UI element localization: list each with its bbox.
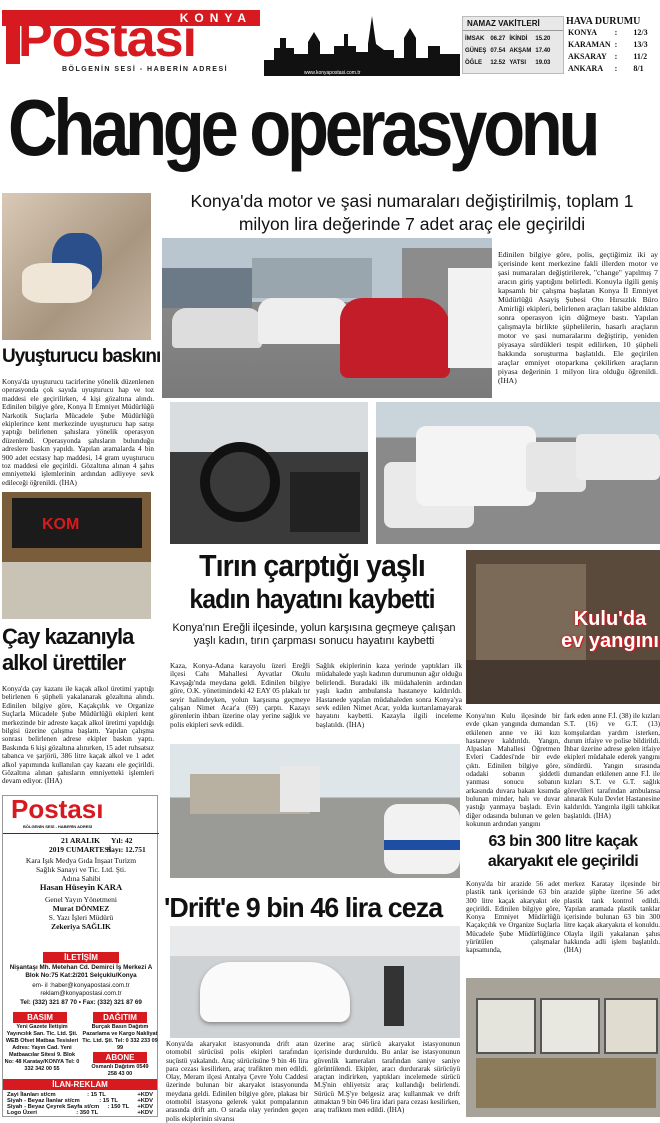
tea-photo — [2, 492, 151, 619]
fuel-body-1: Konya'da bir arazide 56 adet plastik tank içerisinde 63 bin 300 litre kaçak akaryakıt ele geçirildi. Edinilen bilgiye göre, Konya Emniyet Müdürlüğü Kaçakçılık ve Organize Suçlarla Mücadele Şube Müdürlüğünce yürütülen çalışmalar kapsamında, — [466, 880, 560, 955]
truck-headline[interactable] — [176, 548, 448, 614]
fire-body-1: Konya'nın Kulu ilçesinde bir evde çıkan yangında dumandan etkilenen anne ve iki kızı hastaneye kaldırıldı. Yangın, Alpaslan Mahallesi Öğretmen Evleri Caddesi'nde bir evde çıktı. Edinilen bilgiye göre, odadaki sobanın şiddetli yanması sonucu sobanın arkasında duvara bakan kısımda bulunan minder, halı ve duvar yastığı yanmaya başladı. Evin diğer odasında bulunan ve gelen kokunun ardından yangını — [466, 712, 560, 828]
prayer-box — [462, 16, 564, 74]
truck-photo — [170, 744, 460, 878]
ad-row: Siyah - Beyaz İlanlar st/cm : 15 TL +KDV — [7, 1098, 153, 1104]
imprint-gm-title: Genel Yayın Yönetmeni — [44, 895, 117, 904]
imprint-email[interactable]: em- il :haber@konyapostasi.com.tr — [32, 982, 130, 989]
masthead-site[interactable]: www.konyapostasi.com.tr — [304, 70, 361, 76]
main-photo-lot — [162, 238, 492, 398]
drugs-headline[interactable]: Uyuşturucu baskını — [2, 346, 161, 367]
imprint-ads-list — [7, 1092, 153, 1116]
imprint-dist-title: DAĞITIM — [93, 1012, 147, 1023]
main-photo-vans — [376, 402, 660, 544]
imprint-ads-title: İLAN-REKLAM — [3, 1079, 157, 1090]
main-deck[interactable]: Konya'da motor ve şasi numaraları değiştirilmiş, toplam 1 milyon lira değerinde 7 adet araç ele geçirildi — [190, 191, 634, 234]
weather-table: KONYA : 12/3 KARAMAN : 13/3 AKSARAY : 11/2 ANKARA : 8/1 — [568, 28, 648, 73]
drugs-body: Konya'da uyuşturucu tacirlerine yönelik düzenlenen operasyonda çok sayıda uyuşturucu hap ve toz maddesi ele geçirilirken, 4 kişi gözaltına alındı. Edinilen bilgiye göre, Konya İl Emniyet Müdürlüğü Narkotik Suçlarla Mücadele Şube Müdürlüğü ekiplerince kent merkezinde uyuşturucu hap satışı yaptığı belirlenen şahıslara yönelik operasyon düzenlendi. Operasyonda şahısların bulunduğu adreslere baskın yapıldı. Yapılan aramalarda 4 bin 900 adet ecstasy hap maddesi, 14 gram uyuşturucu toz maddesi ele geçirildi. Gözaltına alınan 4 şahıs emniyetteki işlemlerinin ardından adliyeye sevk edileceği öğrenildi. (İHA) — [2, 378, 154, 487]
weather-box — [566, 16, 658, 76]
prayer-table: İMSAK 06.27 İKİNDİ 15.20 GÜNEŞ 07.54 AKŞAM 17.40 ÖĞLE 12.52 YATSI 19.03 — [465, 36, 551, 66]
imprint-sub-title: ABONE — [93, 1052, 147, 1063]
imprint-issue: Sayı: 12.751 — [107, 845, 146, 854]
tea-photo-label: KOM — [42, 516, 80, 533]
imprint-editor: Zekeriya SAĞLIK — [51, 922, 111, 931]
masthead-skyline — [264, 8, 460, 76]
imprint-gm: Murat DÖNMEZ — [52, 904, 110, 913]
imprint-publisher-2: Sağlık Sanayi ve Tic. Ltd. Şti. — [35, 865, 126, 874]
imprint-owner: Hasan Hüseyin KARA — [39, 882, 123, 892]
imprint-weekday: 2019 CUMARTESİ — [49, 845, 112, 854]
truck-deck: Konya'nın Ereğli ilçesinde, yolun karşısına geçmeye çalışan yaşlı kadın, tırın çarpması sonucu hayatını kaybetti — [172, 622, 456, 647]
main-body: Edinilen bilgiye göre, polis, geçtiğimiz iki ay içerisinde kent merkezine fakli illerden motor ve şasi numaraları değiştirilerek, "change" yapılmış 7 aracın giriş yaptığını belirledi. Konuyla ilgili geniş kapsamlı bir çalışma başlatan Konya İl Emniyet Müdürlüğü Asayiş Şubesi Oto Hırsızlık Büro Amirliği ekipleri, belirlenen araçları takibe aldıktan sonra operasyon için düğmeye bastı. Yapılan çalışmayla birlikte şüphelilerin, hasarlı araçların motor ve şasi numaralarını değiştirip, yeniden piyasaya sürdükleri tespit edilirken, 10 şüpheli hakkında soruşturma başlatıldı. Ele geçirilen araçlar emniyet otoparkına çekilirken araçların piyasa değerinin 1 milyon lira olduğu öğrenildi. (İHA) — [498, 250, 658, 385]
drift-body-1: Konya'da akaryakıt istasyonunda drift atan otomobil sürücüsü polis ekipleri tarafından suçüstü yakalandı. Araç sürücüsüne 9 bin 46 lira para cezası kesilirken, araç trafikten men edildi. Olay, Meram ilçesi Antalya Çevre Yolu Caddesi üzerinde bulunan bir akaryakıt istasyonunda meydana geldi. Edinilen bilgiye göre, plakası bir otomobil istasyona gelerek yakıt pompalarının arasında drift attı. O sırada olay yerinden geçen polis ekiplerinin sivarısı — [166, 1040, 308, 1123]
main-photo-interior — [170, 402, 368, 544]
masthead-logo[interactable] — [2, 10, 260, 72]
fuel-photo — [466, 978, 660, 1117]
imprint-print-text: Yeni Gazete İletişim Yayıncılık San. Tic. Ltd. Şti. WEB Ofset Matbaa Tesisleri Adres: Yayın Cad. Yeni Matbaacılar Sitesi 9. Blok No: 48 Karatay/KONYA Tel: 0 332 342 00 55 — [4, 1024, 80, 1072]
imprint-dist-text: Burçak Basın Dağıtım Pazarlama ve Kargo Nakliyat Tic. Ltd. Şti. Tel: 0 332 233 09 99 — [82, 1024, 158, 1051]
masthead-city: KONYA — [179, 11, 252, 25]
imprint-publisher-1: Kara Işık Medya Gıda İnşaat Turizm — [25, 856, 137, 865]
imprint-ed-title: S. Yazı İşleri Müdürü — [48, 913, 114, 922]
drugs-photo — [2, 193, 151, 340]
drift-body-2: üzerine araç sürücü akaryakıt istasyonunun içerisinde durduruldu. Bu anlar ise istasyonunun güvenlik kameraları tarafından saniye saniye görüntülendi. Ekipler, aracı durdurarak sürücüyü araçtan indirirken, yaptıkları incelemede sürücü M.Ş'nin ehliyetsiz araç kullandığı belirlendi. Sürücü M.Ş'ye belgesiz araç kullanmak ve drift atmaktan 9 bin 046 lira idari para cezası kesilirken, araç trafikten men edildi. (İHA) — [314, 1040, 460, 1115]
fire-body-2: fark eden anne F.İ. (38) ile kızları S.T. (16) ve G.T. (13) komşulardan yardım isterken, durum itfaiye ve polise bildirildi. İhbar üzerine adrese gelen itfaiye ekipleri müdahale ederek yangını söndürdü. Yangın sırasında dumandan etkilenen anne F.İ. ile kızları S.T. ve G.T. sağlık görevlileri tarafından ambulansa alınarak Kulu Devlet Hastanesine kaldırıldı. Yangınla ilgili tahkikat başlatıldı. (İHA) — [564, 712, 660, 820]
tea-headline[interactable]: Çay kazanıyla alkol ürettiler — [2, 624, 134, 675]
ad-row: Zayi İlanları st/cm : 15 TL +KDV — [7, 1092, 153, 1098]
tea-body: Konya'da çay kazanı ile kaçak alkol üretimi yaptığı belirlenen 6 şüpheli yakalanarak gözaltına alındı. Edinilen bilgiye göre, Kaçakçılık ve Organize Suçlarla Mücadele Şube Müdürlüğü ekipleri kent merkezinde bir adreste kaçak alkol üretimi yapıldığı bilgisi üzerine çalışma başlattı. Yapılan çalışma sonrası belirlenen adrese ekipler baskın yaptı. Baskında 6 kişi gözaltına alınırken, 15 adet ruhsatsız tabanca ve şarjörü, 386 litre kaçak alkol ve 1 adet alkol yapımında kullanılan çay kazanı ele geçirildi. Gözaltına alınan şahısların emniyetteki işlemleri devam ediyor. (İHA) — [2, 685, 154, 786]
imprint-year: Yıl: 42 — [111, 836, 133, 845]
imprint-sub-text: Osmanlı Dağıtım 0549 258 43 00 — [91, 1064, 149, 1077]
imprint-phone: Tel: (332) 321 87 70 • Fax: (332) 321 87 69 — [20, 999, 142, 1006]
main-headline[interactable]: Change operasyonu — [8, 83, 597, 172]
imprint-print-title: BASIM — [13, 1012, 67, 1023]
drift-photo — [170, 926, 460, 1038]
weather-title: HAVA DURUMU — [566, 16, 641, 27]
imprint-date: 21 ARALIK — [61, 836, 100, 845]
truck-body-2: Sağlık ekiplerinin kaza yerinde yaptıkları ilk müdahalede yaşlı kadının durumunun ağır olduğu belirlendi. Buradaki ilk müdahalenin ardından yaşlı kadın ambulansla hastaneye kaldırıldı. Hastanede yapılan müdahaleden sonra Konya'ya sevk edilen Nimet Acar, yolda kurtarılamayarak hayatını kaybetti. Kazayla ilgili inceleme başlatıldı. (İHA) — [316, 661, 462, 729]
masthead-slogan: BÖLGENİN SESİ - HABERİN ADRESİ — [62, 66, 229, 73]
imprint-slogan: BÖLGENİN SESİ - HABERİN ADRESİ — [23, 824, 93, 829]
imprint-contact-title: İLETİŞİM — [43, 952, 119, 963]
drift-headline[interactable]: 'Drift'e 9 bin 46 lira ceza — [164, 892, 443, 923]
fire-headline[interactable]: Kulu'da ev yangını — [561, 608, 659, 652]
fuel-body-2: merkez Karatay ilçesinde bir arazide şüphe üzerine 56 adet plastik tank kontrol edildi. Yapılan aramada plastik tanklar içerisinde bulunan 63 bin 300 litre kaçak akaryakıta el konuldu. Olayla ilgili yakalanan şahıs hakkında adli işlem başlatıldı. (İHA) — [564, 880, 660, 955]
truck-body-1: Kaza, Konya-Adana karayolu üzeri Ereğli ilçesi Cahı Mahallesi Ayvatlar Okulu Kavşağı'nda meydana geldi. Edinilen bilgiye göre, O.K. yönetimindeki 42 EAY 05 plakalı tır seyir halindeyken, yolun karşısına geçmeye çalışan Nimet Acar'a (69) çarptı. Kazayı görenlerin ihbarı üzerine olay yerine sağlık ve polis ekipleri sevk edildi. — [170, 661, 310, 729]
prayer-title: NAMAZ VAKİTLERİ — [463, 17, 563, 31]
imprint-logo: Postası — [11, 794, 104, 824]
masthead-name: Postası — [18, 10, 196, 68]
imprint-email2[interactable]: reklam@konyapostasi.com.tr — [40, 990, 122, 997]
ad-row: Siyah - Beyaz Çeyrek Sayfa st/cm : 150 TL +KDV — [7, 1104, 153, 1110]
fuel-headline[interactable]: 63 bin 300 litre kaçak akaryakıt ele geçirildi — [487, 833, 639, 870]
truck-headline-1: Tırın çarptığı yaşlı — [199, 548, 425, 583]
imprint-publisher-3: Adına Sahibi — [61, 874, 101, 883]
ad-row: Logo Üzeri : 350 TL +KDV — [7, 1110, 153, 1116]
imprint-address: Nişantaşı Mh. Metehan Cd. Demirci İş Merkezi A Blok No:75 Kat:2/201 Selçuklu/Konya — [9, 964, 153, 979]
truck-headline-2: kadın hayatını kaybetti — [189, 584, 435, 614]
imprint — [2, 795, 158, 1117]
